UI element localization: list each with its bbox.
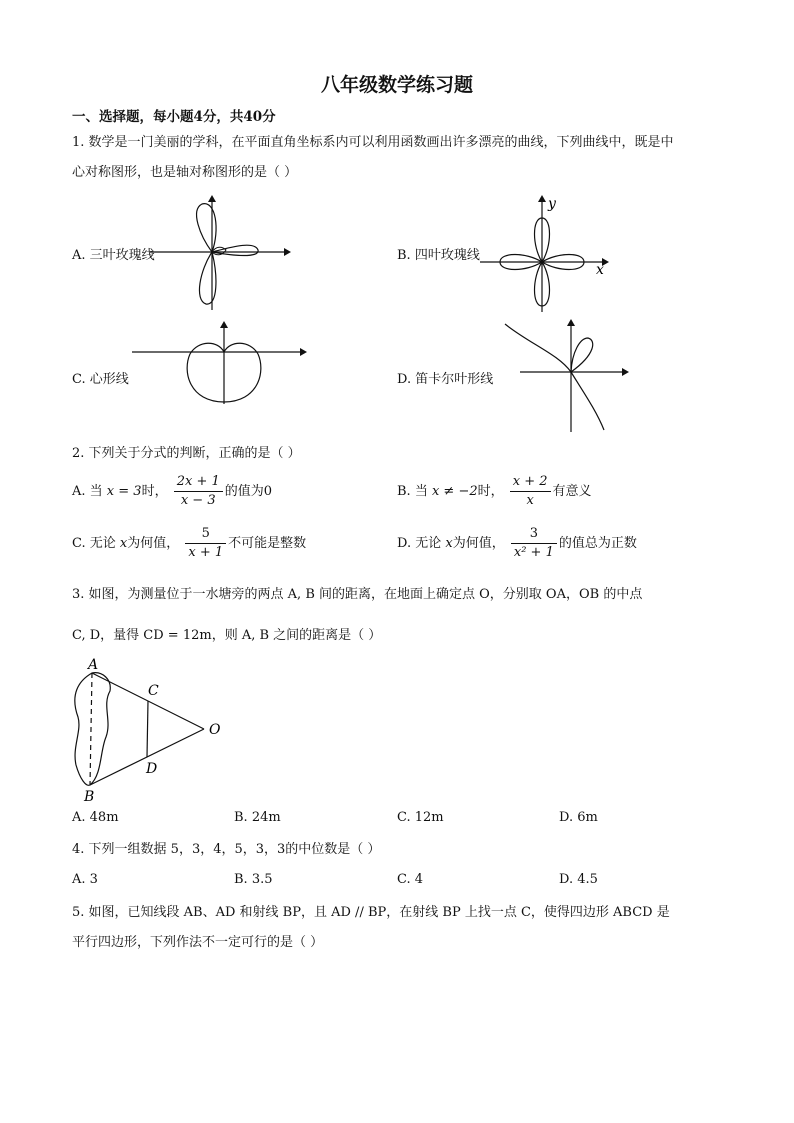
- q3-option-c: C. 12m: [397, 810, 444, 825]
- q2-c-fraction: $\frac{5}{x + 1}$: [185, 525, 226, 562]
- q2-option-b: B. 当 x ≠ −2时， $\frac{x + 2}{x}$ 有意义: [397, 474, 592, 508]
- q3-stem-line2: C, D，量得 CD = 12m，则 A, B 之间的距离是（ ）: [72, 628, 382, 643]
- q3-option-d: D. 6m: [559, 810, 598, 825]
- q2-option-c: C. 无论 x为何值， $\frac{5}{x + 1}$ 不可能是整数: [72, 526, 307, 560]
- q2-stem: 2. 下列关于分式的判断，正确的是（ ）: [72, 446, 301, 461]
- q4-option-d: D. 4.5: [559, 872, 598, 887]
- q1-option-a: A. 三叶玫瑰线: [72, 248, 155, 263]
- q2-option-d: D. 无论 x为何值， $\frac{3}{\text{x² + 1}}$ 的值总为正数: [397, 526, 637, 560]
- cardioid-figure: [132, 322, 307, 422]
- q3-option-b: B. 24m: [234, 810, 281, 825]
- y-axis-label: y: [548, 196, 556, 212]
- point-d-label: D: [146, 761, 158, 777]
- q4-stem: 4. 下列一组数据 5，3，4，5，3，3的中位数是（ ）: [72, 842, 381, 857]
- four-leaf-rose-figure: [480, 196, 610, 314]
- three-leaf-rose-figure: [150, 200, 290, 310]
- q5-stem-line1: 5. 如图，已知线段 AB、AD 和射线 BP，且 AD // BP，在射线 BP 上找一点 C，使得四边形 ABCD 是: [72, 905, 670, 920]
- q1-option-c: C. 心形线: [72, 372, 129, 387]
- q2-b-fraction: $\frac{x + 2}{x}$: [510, 473, 551, 510]
- q5-stem-line2: 平行四边形，下列作法不一定可行的是（ ）: [72, 935, 324, 950]
- point-a-label: A: [88, 657, 99, 673]
- folium-of-descartes-figure: [500, 320, 630, 434]
- q4-option-b: B. 3.5: [234, 872, 273, 887]
- point-c-label: C: [148, 683, 159, 699]
- q1-option-b: B. 四叶玫瑰线: [397, 248, 480, 263]
- q1-stem-line2: 心对称图形，也是轴对称图形的是（ ）: [72, 165, 298, 180]
- q2-option-a: A. 当 x = 3时， $\frac{2x + 1}{x - 3}$ 的值为0: [72, 474, 273, 508]
- q1-stem-line1: 1. 数学是一门美丽的学科，在平面直角坐标系内可以利用函数画出许多漂亮的曲线，下列曲线中，既是中: [72, 135, 674, 150]
- q4-option-c: C. 4: [397, 872, 424, 887]
- pond-triangle-figure: [68, 655, 228, 805]
- q4-option-a: A. 3: [72, 872, 98, 887]
- page-title: 八年级数学练习题: [320, 74, 473, 96]
- point-b-label: B: [84, 789, 95, 805]
- x-axis-label: x: [596, 262, 604, 278]
- q2-a-fraction: $\frac{2x + 1}{x - 3}$: [174, 473, 223, 510]
- point-o-label: O: [209, 722, 221, 738]
- q2-d-fraction: $\frac{3}{\text{x² + 1}}$: [511, 525, 557, 562]
- q3-option-a: A. 48m: [72, 810, 119, 825]
- q3-stem-line1: 3. 如图，为测量位于一水塘旁的两点 A, B 间的距离，在地面上确定点 O，分别取 OA，OB 的中点: [72, 587, 643, 602]
- q1-option-d: D. 笛卡尔叶形线: [397, 372, 494, 387]
- section-heading: 一、选择题，每小题4分，共40分: [72, 109, 276, 125]
